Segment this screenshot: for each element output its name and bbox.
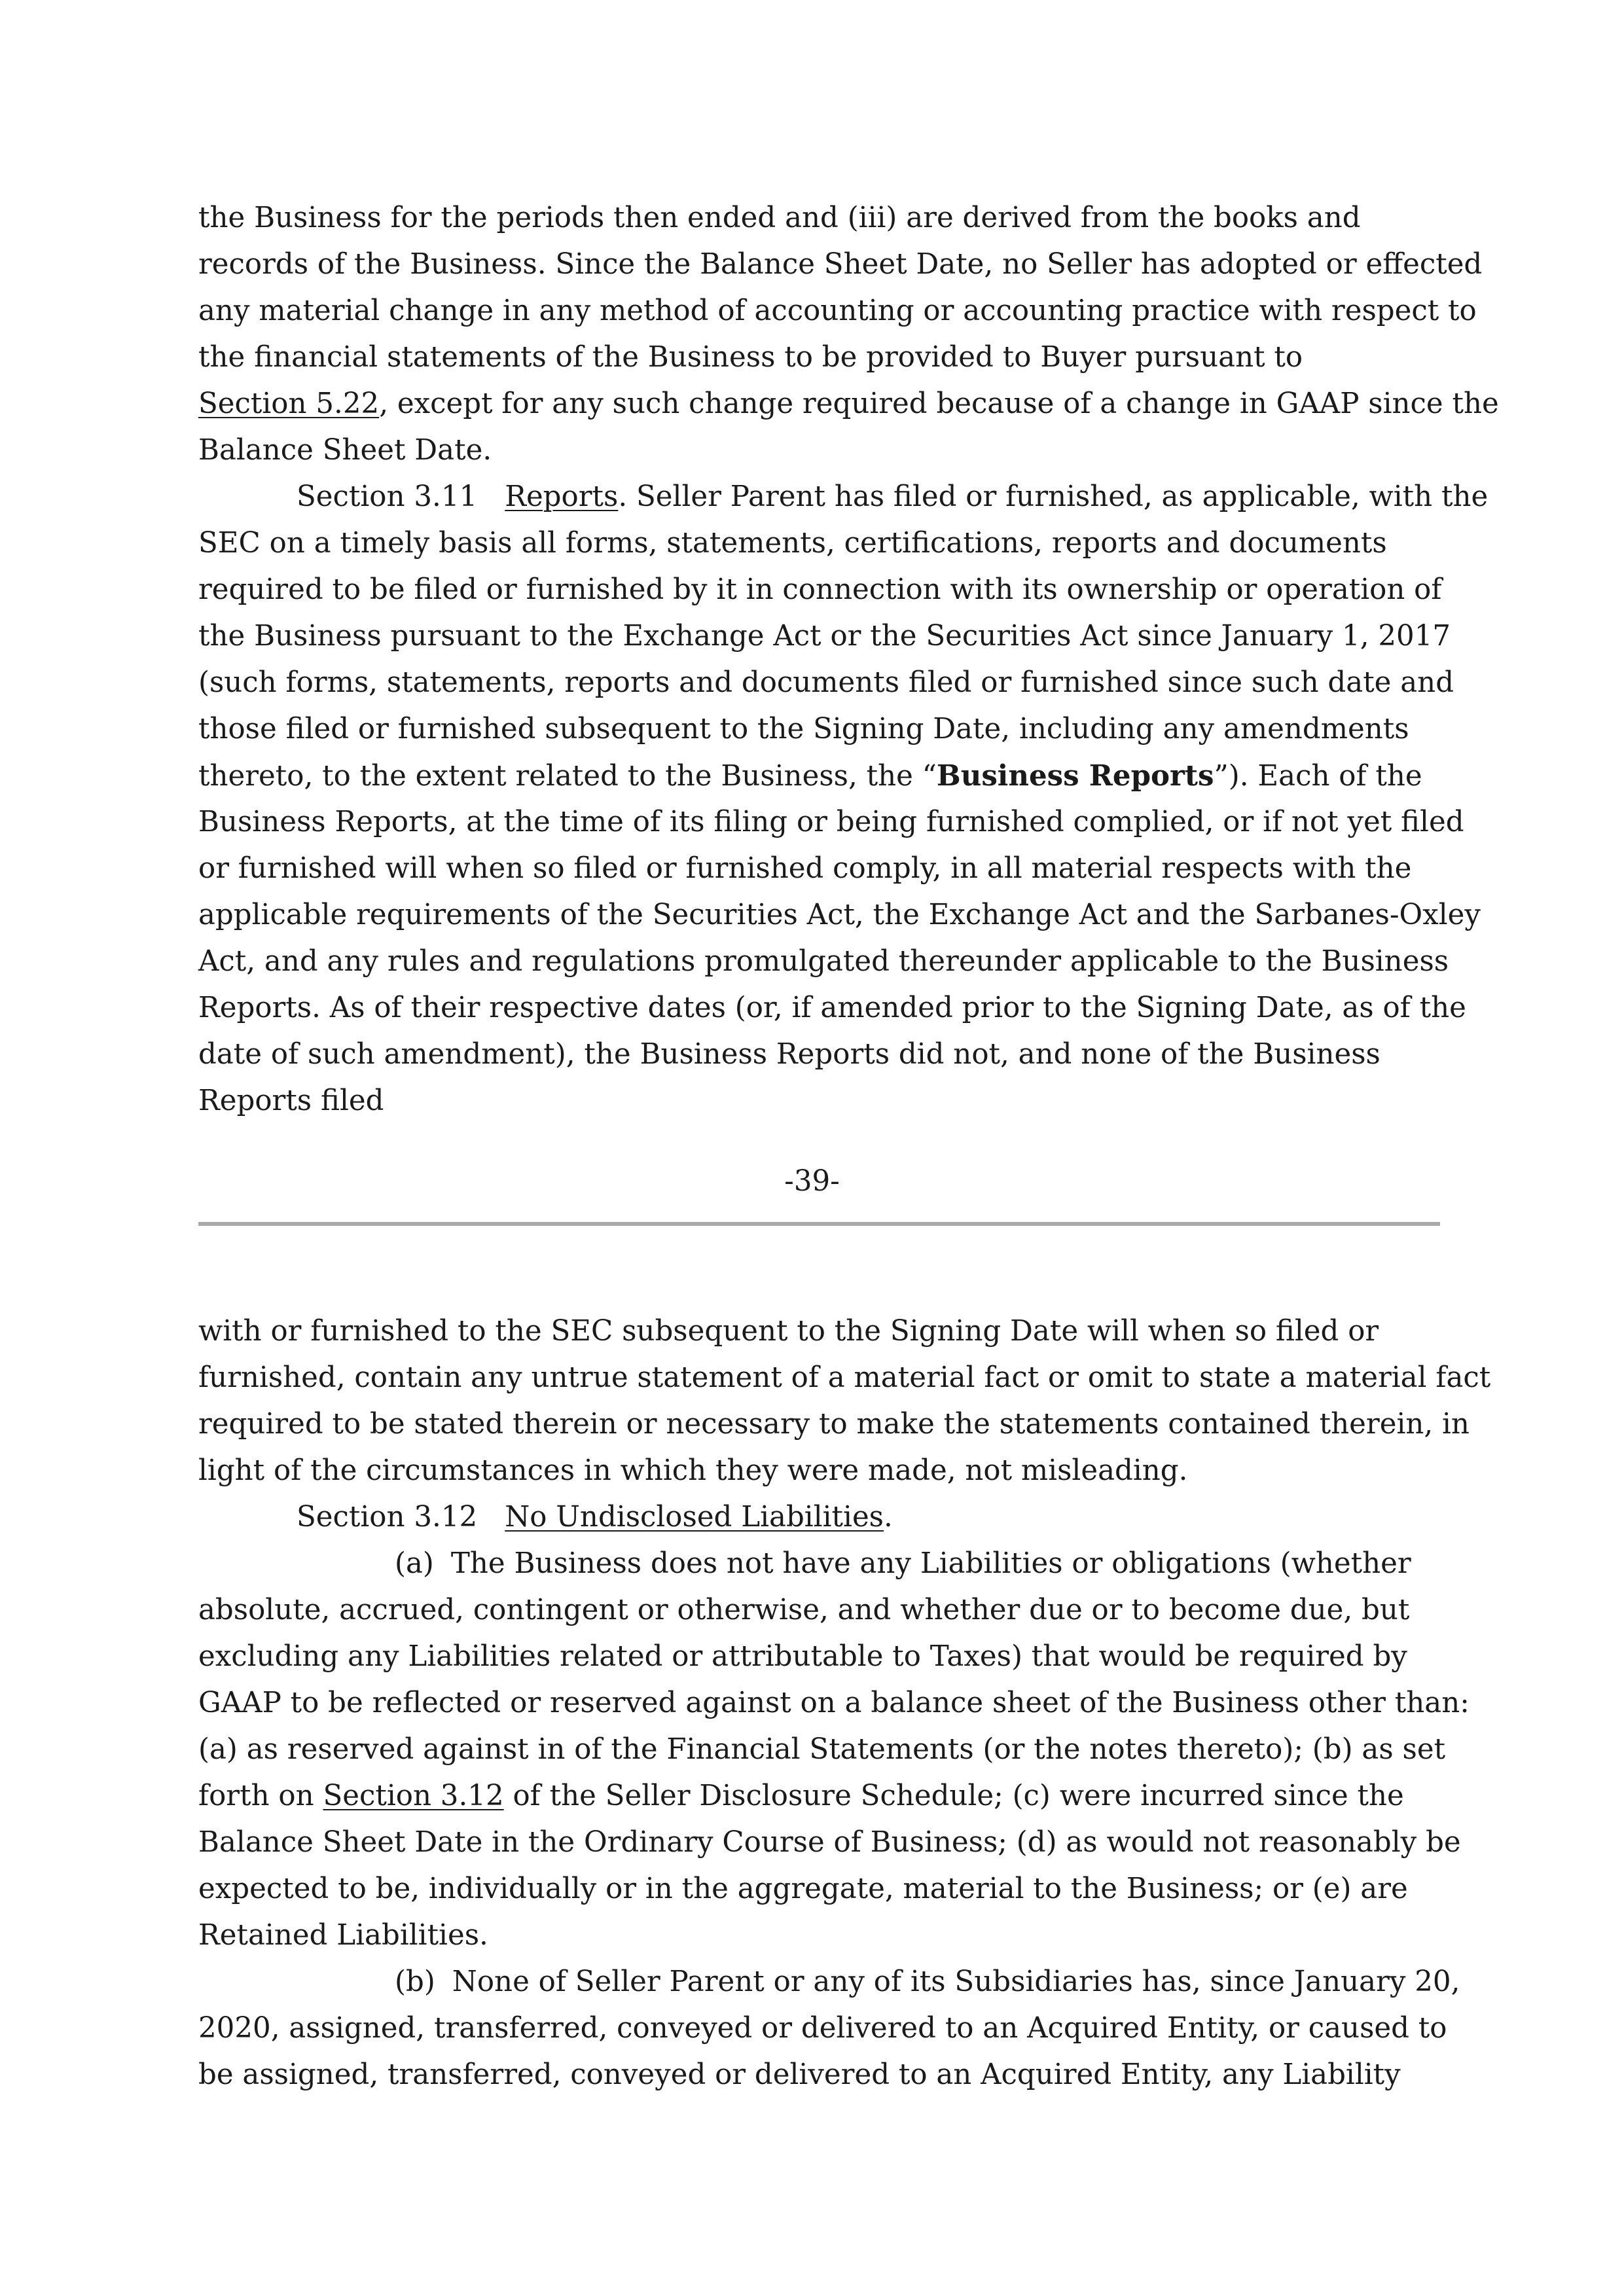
text-line: required to be filed or furnished by it in connection with its ownership or operation of	[198, 573, 1442, 606]
text-span: . Seller Parent has filed or furnished, as applicable, with the	[618, 480, 1489, 513]
text-line: 2020, assigned, transferred, conveyed or delivered to an Acquired Entity, or caused to	[198, 2012, 1447, 2045]
text-line: required to be stated therein or necessary to make the statements contained therein, in	[198, 1408, 1470, 1441]
text-line: or furnished will when so filed or furnished comply, in all material respects with the	[198, 852, 1412, 885]
text-line: absolute, accrued, contingent or otherwise, and whether due or to become due, but	[198, 1594, 1410, 1626]
text-line: Reports filed	[198, 1085, 384, 1117]
text-line: GAAP to be reflected or reserved against on a balance sheet of the Business other than:	[198, 1687, 1470, 1719]
text-line: (such forms, statements, reports and documents filed or furnished since such date and	[198, 666, 1454, 699]
text-line: Reports. As of their respective dates (or, if amended prior to the Signing Date, as of the	[198, 992, 1466, 1024]
section-3-12-number: Section 3.12	[297, 1501, 478, 1534]
text-line: date of such amendment), the Business Reports did not, and none of the Business	[198, 1038, 1380, 1071]
text-span: of the Seller Disclosure Schedule; (c) were incurred since the	[503, 1780, 1404, 1812]
text-line	[198, 1773, 1442, 1820]
text-line: excluding any Liabilities related or attributable to Taxes) that would be required by	[198, 1640, 1407, 1673]
section-3-11-heading-line	[198, 474, 1489, 520]
page-39-body	[198, 195, 1499, 1124]
text-line	[198, 381, 1499, 427]
text-line: any material change in any method of accounting or accounting practice with respect to	[198, 295, 1477, 327]
page-number: -39-	[784, 1165, 840, 1198]
text-line: be assigned, transferred, conveyed or delivered to an Acquired Entity, any Liability	[198, 2058, 1401, 2091]
text-line: those filed or furnished subsequent to the Signing Date, including any amendments	[198, 713, 1409, 745]
text-span: , except for any such change required because of a change in GAAP since the	[379, 387, 1499, 420]
text-line: Balance Sheet Date.	[198, 434, 492, 467]
text-line: with or furnished to the SEC subsequent to the Signing Date will when so filed or	[198, 1315, 1379, 1348]
section-3-12-reference: Section 3.12	[323, 1780, 504, 1812]
section-3-11-number: Section 3.11	[297, 480, 478, 513]
text-line: expected to be, individually or in the aggregate, material to the Business; or (e) are	[198, 1873, 1408, 1905]
clause-b-first-line	[198, 1959, 1460, 2005]
defined-term-business-reports: Business Reports	[936, 759, 1214, 793]
page-40-body	[198, 1308, 1491, 2098]
text-span: ”). Each of the	[1214, 760, 1422, 793]
text-line: SEC on a timely basis all forms, statements, certifications, reports and documents	[198, 527, 1387, 560]
section-3-11-title: Reports	[505, 480, 619, 513]
clause-a-label: (a)	[395, 1547, 434, 1580]
text-line: the Business pursuant to the Exchange Act or the Securities Act since January 1, 2017	[198, 620, 1451, 653]
text-line	[198, 753, 1442, 799]
text-line: (a) as reserved against in of the Financial Statements (or the notes thereto); (b) as set	[198, 1733, 1446, 1766]
text-span: .	[884, 1501, 893, 1534]
text-line: furnished, contain any untrue statement of a material fact or omit to state a material fact	[198, 1361, 1491, 1394]
text-line: Business Reports, at the time of its filing or being furnished complied, or if not yet filed	[198, 806, 1464, 838]
text-line: light of the circumstances in which they were made, not misleading.	[198, 1454, 1188, 1487]
section-3-12-heading-line	[198, 1494, 1442, 1541]
section-5-22-reference: Section 5.22	[198, 387, 380, 420]
clause-b-label: (b)	[395, 1965, 435, 1998]
page-divider	[198, 1222, 1440, 1226]
text-line: Retained Liabilities.	[198, 1919, 488, 1952]
text-line: Act, and any rules and regulations promulgated thereunder applicable to the Business	[198, 945, 1449, 978]
text-span: The Business does not have any Liabilities or obligations (whether	[450, 1547, 1411, 1580]
text-span: thereto, to the extent related to the Business, the “	[198, 760, 937, 793]
text-line: the financial statements of the Business to be provided to Buyer pursuant to	[198, 341, 1303, 374]
text-line: Balance Sheet Date in the Ordinary Course of Business; (d) as would not reasonably be	[198, 1826, 1461, 1859]
text-line: records of the Business. Since the Balance Sheet Date, no Seller has adopted or effected	[198, 248, 1483, 281]
text-line: the Business for the periods then ended and (iii) are derived from the books and	[198, 202, 1361, 234]
text-span: forth on	[198, 1780, 323, 1812]
clause-a-first-line	[198, 1541, 1442, 1587]
text-span: None of Seller Parent or any of its Subsidiaries has, since January 20,	[452, 1965, 1460, 1998]
section-3-12-title: No Undisclosed Liabilities	[505, 1501, 884, 1534]
text-line: applicable requirements of the Securities Act, the Exchange Act and the Sarbanes-Oxley	[198, 899, 1481, 931]
